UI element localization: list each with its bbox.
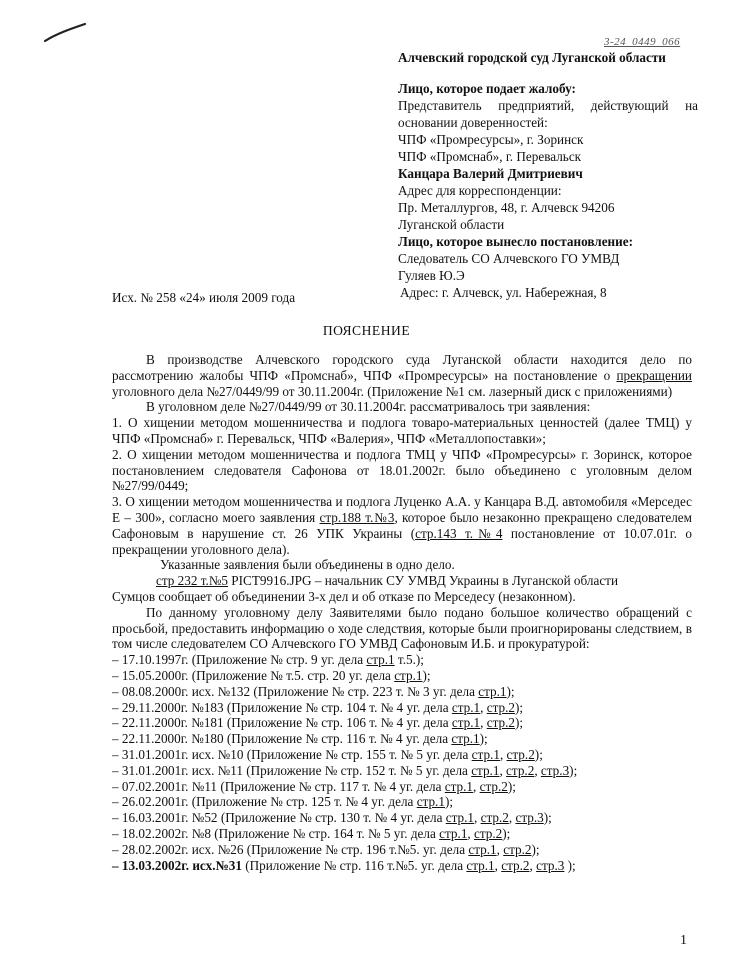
list-item-text: – 16.03.2001г. №52 (Приложение № стр. 130 т. № 4 уг. дела: [112, 810, 446, 826]
list-item-suffix: );: [543, 810, 552, 826]
item3-text-c: постановление от 10.07.01г. о прекращении уголовного дела).: [112, 525, 692, 557]
list-item: [112, 763, 692, 779]
page-reference-link: стр.1: [451, 715, 481, 731]
item3-text-b: , которое было незаконно прекращено следователем Сафоновым в нарушение ст. 26 УПК Украины (: [112, 509, 692, 541]
list-item-suffix: );: [514, 715, 524, 731]
list-link-separator: ,: [499, 746, 507, 762]
paragraph-2: В уголовном деле №27/0449/99 от 30.11.2004г. рассматривалось три заявления:: [146, 399, 591, 415]
page-number: 1: [680, 933, 687, 948]
company-1: ЧПФ «Промресурсы», г. Зоринск: [398, 132, 584, 147]
list-item: [112, 652, 692, 668]
page-reference-link: стр.1: [444, 778, 474, 794]
list-item-suffix: );: [479, 731, 488, 747]
para1-text-a: В производстве Алчевского городского суда Луганской области находится дело по рассмотрению жалобы ЧПФ «Промснаб», ЧПФ «Промресурсы» на постановление о: [112, 352, 692, 383]
complainant-heading: Лицо, которое подает жалобу:: [398, 81, 576, 96]
list-item: [112, 747, 692, 763]
page-reference-link: стр.1: [439, 825, 468, 841]
page-reference-link: стр.2: [479, 778, 508, 794]
list-item-bold-prefix: – 13.03.2002г. исх.№31: [112, 857, 242, 873]
claim-item-1: 1. О хищении методом мошенничества и подлога товаро-материальных ценностей (далее ТМЦ) у ЧПФ «Промснаб» г. Перевальск, ЧПФ «Валерия», ЧПФ «Металлопоставки»;: [112, 415, 692, 446]
page-reference-link: стр.1: [478, 683, 507, 699]
list-item-text: – 28.02.2002г. исх. №26 (Приложение № стр. 196 т.№5. уг. дела: [112, 841, 469, 857]
list-item: [112, 858, 692, 874]
list-item-text: – 17.10.1997г. (Приложение № стр. 9 уг. дела: [112, 652, 367, 668]
list-link-separator: ,: [534, 762, 541, 778]
list-link-separator: ,: [480, 715, 487, 731]
list-item-suffix: );: [531, 841, 540, 857]
list-item-suffix: );: [564, 857, 576, 873]
document-body: [112, 352, 692, 873]
list-item-suffix: );: [507, 778, 516, 794]
para4-text-a: PICT9916.JPG – начальник СУ УМВД Украины в Луганской области: [228, 573, 619, 589]
list-item: [112, 715, 692, 731]
claim-item-2: 2. О хищении методом мошенничества и подлога ТМЦ у ЧПФ «Промресурсы» г. Зоринск, которое постановлением следователя Сафонова от 18.01.2002г. было объединено с уголовным делом №27/99/0449;: [112, 446, 692, 494]
list-item-suffix: );: [502, 825, 511, 841]
page-reference-link: стр.1: [394, 667, 423, 683]
page-reference-link: стр.1: [471, 762, 500, 778]
list-item: [112, 842, 692, 858]
paragraph-1: [112, 352, 692, 399]
list-link-separator: ,: [480, 699, 487, 715]
page-reference-link: стр.3: [540, 762, 570, 778]
page-reference-link: стр.1: [445, 810, 475, 826]
list-item: [112, 810, 692, 826]
list-item-suffix: );: [569, 762, 578, 778]
pen-mark-icon: [44, 22, 88, 44]
outgoing-number: Исх. № 258 «24» июля 2009 года: [112, 290, 296, 305]
list-link-separator: ,: [529, 857, 537, 873]
page-reference-link: стр.2: [474, 825, 503, 841]
list-item-text: – 18.02.2002г. №8 (Приложение № стр. 164 т. № 5 уг. дела: [112, 825, 440, 841]
list-link-separator: ,: [474, 810, 481, 826]
list-item: [112, 779, 692, 795]
page-reference-link: стр.3: [536, 857, 565, 873]
page-reference-link: стр.1: [416, 794, 445, 810]
representative-line2: основании доверенностей:: [398, 115, 548, 130]
list-item: [112, 794, 692, 810]
page-reference-link: стр.2: [506, 762, 535, 778]
case-stamp: 3-24_0449_066: [604, 36, 681, 48]
list-item-suffix: т.5.);: [394, 652, 424, 668]
page-reference-link: стр.2: [503, 841, 532, 857]
list-item-text: – 31.01.2001г. исх. №10 (Приложение № стр. 155 т. № 5 уг. дела: [112, 746, 472, 762]
list-link-separator: ,: [496, 841, 504, 857]
list-link-separator: ,: [473, 778, 480, 794]
list-item-suffix: );: [422, 667, 431, 683]
list-item-suffix: );: [506, 683, 515, 699]
list-item-text: – 07.02.2001г. №11 (Приложение № стр. 117 т. № 4 уг. дела: [112, 778, 445, 794]
page-reference-link: стр.1: [468, 841, 497, 857]
page-reference-link: стр.1: [471, 746, 500, 762]
complainant-name: Канцара Валерий Дмитриевич: [398, 166, 583, 181]
respondent-line1: Следователь СО Алчевского ГО УМВД: [398, 251, 620, 266]
list-item-text: – 29.11.2000г. №183 (Приложение № стр. 104 т. № 4 уг. дела: [112, 699, 452, 715]
list-link-separator: ,: [467, 825, 475, 841]
respondent-heading: Лицо, которое вынесло постановление:: [398, 234, 633, 249]
respondent-address: Адрес: г. Алчевск, ул. Набережная, 8: [400, 285, 607, 300]
para1-underlined: прекращении: [616, 367, 692, 383]
list-item-text: – 08.08.2000г. исх. №132 (Приложение № стр. 223 т. № 3 уг. дела: [112, 683, 479, 699]
para1-text-b: уголовного дела №27/0449/99 от 30.11.2004г. (Приложение №1 см. лазерный диск с приложениями): [112, 383, 673, 399]
paragraph-5: По данному уголовному делу Заявителями было подано большое количество обращений с просьбой, предоставить информацию о ходе следствия, которые были проигнорированы следствием, в том числе следователем СО Алчевского ГО УМВД Сафоновым И.Б. и прокуратурой:: [112, 604, 692, 652]
list-item: [112, 684, 692, 700]
address-label: Адрес для корреспонденции:: [398, 183, 562, 198]
list-link-separator: ,: [494, 857, 502, 873]
address-line2: Луганской области: [398, 217, 505, 232]
list-item: [112, 668, 692, 684]
list-link-separator: ,: [499, 762, 507, 778]
item3-text-a: 3. О хищении методом мошенничества и подлога Луценко А.А. у Канцара В.Д. автомобиля «Мерседес Е – 300», согласно моего заявления: [112, 494, 692, 525]
list-item-text: – 31.01.2001г. исх. №11 (Приложение № стр. 152 т. № 5 уг. дела: [112, 762, 472, 778]
item3-ref-1: стр.188 т.№3: [319, 509, 395, 525]
page-reference-link: стр.3: [515, 810, 544, 826]
appeal-list: [112, 652, 692, 873]
list-item: [112, 826, 692, 842]
item3-ref-2: стр.143 т.№4: [415, 525, 503, 541]
respondent-name: Гуляев Ю.Э: [398, 268, 465, 283]
company-2: ЧПФ «Промснаб», г. Перевальск: [398, 149, 582, 164]
paragraph-4-line1: [112, 573, 692, 589]
page-reference-link: стр.2: [501, 857, 530, 873]
list-link-separator: ,: [508, 810, 516, 826]
paragraph-3: Указанные заявления были объединены в одно дело.: [160, 557, 455, 573]
representative-line1: Представитель предприятий, действующий на: [398, 98, 698, 113]
list-item-suffix: );: [514, 699, 524, 715]
court-name: Алчевский городской суд Луганской области: [398, 50, 666, 65]
list-item-suffix: );: [534, 746, 543, 762]
page-reference-link: стр.1: [451, 731, 480, 747]
page-reference-link: стр.1: [366, 652, 395, 668]
list-item-text: – 15.05.2000г. (Приложение № т.5. стр. 20 уг. дела: [112, 667, 395, 683]
para4-ref: стр 232 т.№5: [156, 573, 228, 589]
list-item-suffix: );: [444, 794, 454, 810]
paragraph-4-line2: Сумцов сообщает об объединении 3-х дел и об отказе по Мерседесу (незаконном).: [112, 588, 576, 604]
address-line1: Пр. Металлургов, 48, г. Алчевск 94206: [398, 200, 615, 215]
page-reference-link: стр.2: [506, 746, 535, 762]
list-item: [112, 700, 692, 716]
claim-item-3: [112, 494, 692, 557]
page-reference-link: стр.2: [480, 810, 509, 826]
document-title: ПОЯСНЕНИЕ: [322, 323, 411, 338]
list-item-text: – 22.11.2000г. №180 (Приложение № стр. 116 т. № 4 уг. дела: [112, 731, 452, 747]
list-item-text: – 22.11.2000г. №181 (Приложение № стр. 106 т. № 4 уг. дела: [112, 715, 452, 731]
list-item-text: (Приложение № стр. 116 т.№5. уг. дела: [241, 857, 467, 873]
list-item: [112, 731, 692, 747]
page-reference-link: стр.2: [486, 715, 515, 731]
header-block: [398, 49, 698, 301]
list-item-text: – 26.02.2001г. (Приложение № стр. 125 т. № 4 уг. дела: [112, 794, 417, 810]
page-reference-link: стр.2: [486, 699, 515, 715]
page-reference-link: стр.1: [451, 699, 481, 715]
page-reference-link: стр.1: [466, 857, 495, 873]
